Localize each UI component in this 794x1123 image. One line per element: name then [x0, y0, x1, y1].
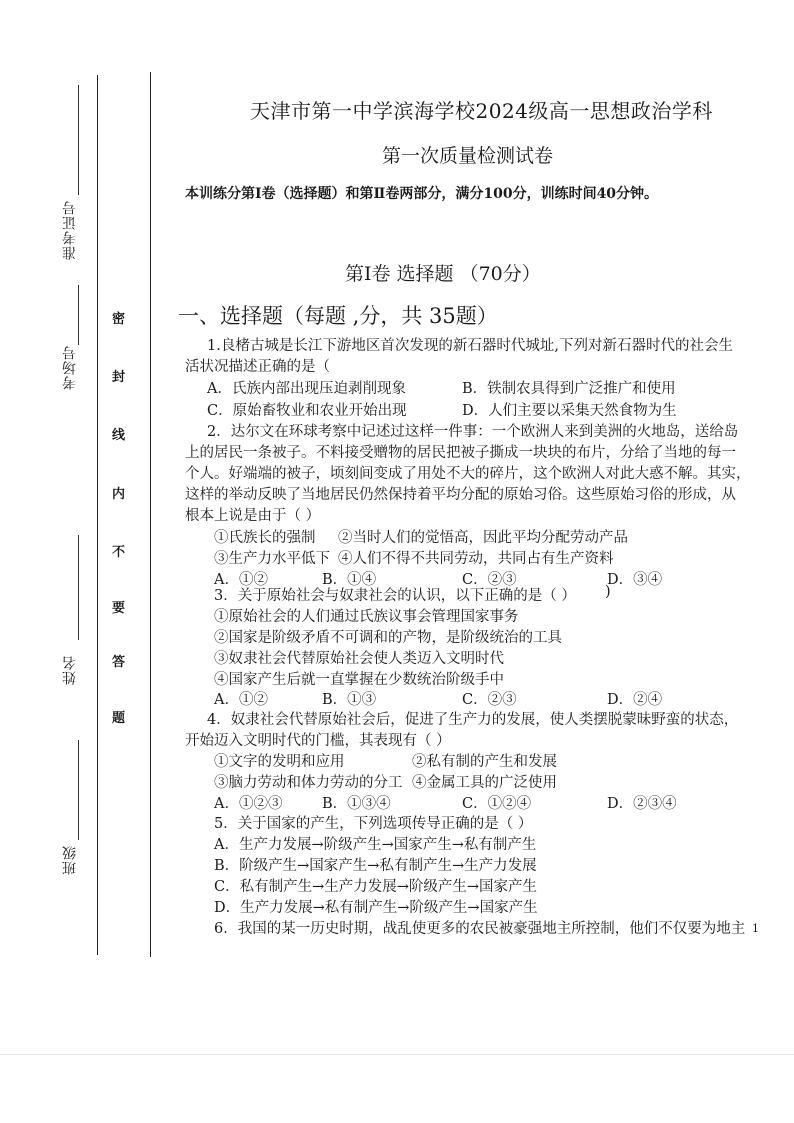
question-1-stem: 1.良楮古城是长江下游地区首次发现的新石器时代城址,下列对新石器时代的社会生 — [207, 338, 733, 354]
question-4-option: D．②③④ — [607, 796, 677, 812]
question-3-item: ③奴隶社会代替原始社会使人类迈入文明时代 — [214, 651, 504, 667]
page-bottom-divider — [0, 1054, 794, 1055]
binding-border-left — [97, 75, 98, 955]
question-2-close-paren: ) — [605, 584, 611, 600]
question-2-option: A．①② — [214, 572, 268, 588]
class-line — [78, 740, 79, 840]
question-3-stem: 3．关于原始社会与奴隶社会的认识，以下正确的是（ ） — [214, 588, 576, 604]
page-number: 1 — [752, 922, 759, 935]
exam-title: 天津市第一中学滨海学校2024级高一思想政治学科 — [250, 99, 713, 123]
question-1-stem: 活状况描述正确的是（ — [185, 359, 330, 375]
question-1-option: A．氏族内部出现压迫剥削现象 — [207, 381, 406, 397]
seal-char: 封 — [112, 370, 126, 385]
question-4-item: ④金属工具的广泛使用 — [412, 775, 557, 791]
question-3-option: A．①② — [214, 692, 268, 708]
part-title: 一、选择题（每题 ,分，共 35题） — [178, 304, 498, 328]
question-2-item: ①氏族长的强制 — [214, 530, 316, 546]
question-2-option: C．②③ — [462, 572, 517, 588]
exam-number-line — [78, 85, 79, 195]
question-5-option: C．私有制产生→生产力发展→阶级产生→国家产生 — [214, 879, 538, 895]
name-line — [78, 535, 79, 640]
class-label: 班级 — [62, 845, 78, 875]
question-3-option: B．①③ — [322, 692, 377, 708]
question-4-item: ②私有制的产生和发展 — [412, 754, 557, 770]
binding-border-right — [150, 72, 151, 957]
seal-char: 要 — [112, 601, 126, 616]
question-5-option: B．阶级产生→国家产生→私有制产生→生产力发展 — [214, 858, 537, 874]
exam-number-label: 准考证号 — [62, 200, 78, 260]
question-4-option: A．①②③ — [214, 796, 283, 812]
question-4-option: C．①②④ — [462, 796, 532, 812]
question-2-stem: 这样的举动反映了当地居民仍然保持着平均分配的原始习俗。这些原始习俗的形成，从 — [185, 487, 736, 503]
question-4-stem: 开始迈入文明时代的门槛，其表现有（ ） — [185, 733, 451, 749]
question-6-stem: 6．我国的某一历史时期，战乱使更多的农民被豪强地主所控制，他们不仅要为地主 — [214, 921, 746, 937]
question-2-stem: 上的居民一条被子。不料接受赠物的居民把被子撕成一块块的布片，分给了当地的每一 — [185, 445, 736, 461]
seal-char: 答 — [112, 655, 126, 670]
exam-subtitle: 第一次质量检测试卷 — [382, 145, 554, 167]
seal-char: 不 — [112, 545, 126, 560]
room-number-line — [78, 285, 79, 345]
question-2-item: ④人们不得不共同劳动，共同占有生产资料 — [338, 551, 614, 567]
question-2-item: ③生产力水平低下 — [214, 551, 330, 567]
question-3-option: D．②④ — [607, 692, 663, 708]
question-4-item: ①文字的发明和应用 — [214, 754, 345, 770]
seal-char: 内 — [112, 487, 126, 502]
question-5-option: A．生产力发展→阶级产生→国家产生→私有制产生 — [214, 837, 537, 853]
question-1-option: B．铁制农具得到广泛推广和使用 — [462, 381, 676, 397]
question-2-option: D．③④ — [607, 572, 663, 588]
exam-note: 本训练分第Ⅰ卷（选择题）和第Ⅱ卷两部分，满分100分，训练时间40分钟。 — [185, 186, 659, 202]
seal-char: 题 — [112, 711, 126, 726]
question-3-item: ①原始社会的人们通过氏族议事会管理国家事务 — [214, 609, 519, 625]
question-1-option: D．人们主要以采集天然食物为生 — [462, 403, 677, 419]
question-5-stem: 5．关于国家的产生，下列选项传导正确的是（ ） — [214, 816, 533, 832]
question-2-item: ②当时人们的觉悟高，因此平均分配劳动产品 — [338, 530, 628, 546]
question-4-item: ③脑力劳动和体力劳动的分工 — [214, 775, 403, 791]
question-2-stem: 个人。好端端的被子，顷刻间变成了用处不大的碎片，这个欧洲人对此大惑不解。其实， — [185, 466, 751, 482]
question-3-option: C．②③ — [462, 692, 517, 708]
question-2-option: B．①④ — [322, 572, 377, 588]
question-3-item: ②国家是阶级矛盾不可调和的产物，是阶级统治的工具 — [214, 630, 562, 646]
question-2-stem: 2．达尔文在环球考察中记述过这样一件事：一个欧洲人来到美洲的火地岛，送给岛 — [207, 424, 739, 440]
question-4-stem: 4．奴隶社会代替原始社会后，促进了生产力的发展，使人类摆脱蒙昧野蛮的状态， — [207, 712, 739, 728]
question-5-option: D．生产力发展→私有制产生→阶级产生→国家产生 — [214, 900, 538, 916]
seal-char: 线 — [112, 428, 126, 443]
room-number-label: 考场号 — [62, 345, 78, 390]
question-3-item: ④国家产生后就一直掌握在少数统治阶级手中 — [214, 672, 504, 688]
name-label: 姓名 — [62, 655, 78, 685]
question-1-option: C．原始畜牧业和农业开始出现 — [207, 403, 407, 419]
section-title: 第Ⅰ卷 选择题 （70分） — [345, 263, 541, 285]
question-2-stem: 根本上说是由于（ ） — [185, 508, 321, 524]
seal-char: 密 — [112, 312, 126, 327]
question-4-option: B．①③④ — [322, 796, 391, 812]
